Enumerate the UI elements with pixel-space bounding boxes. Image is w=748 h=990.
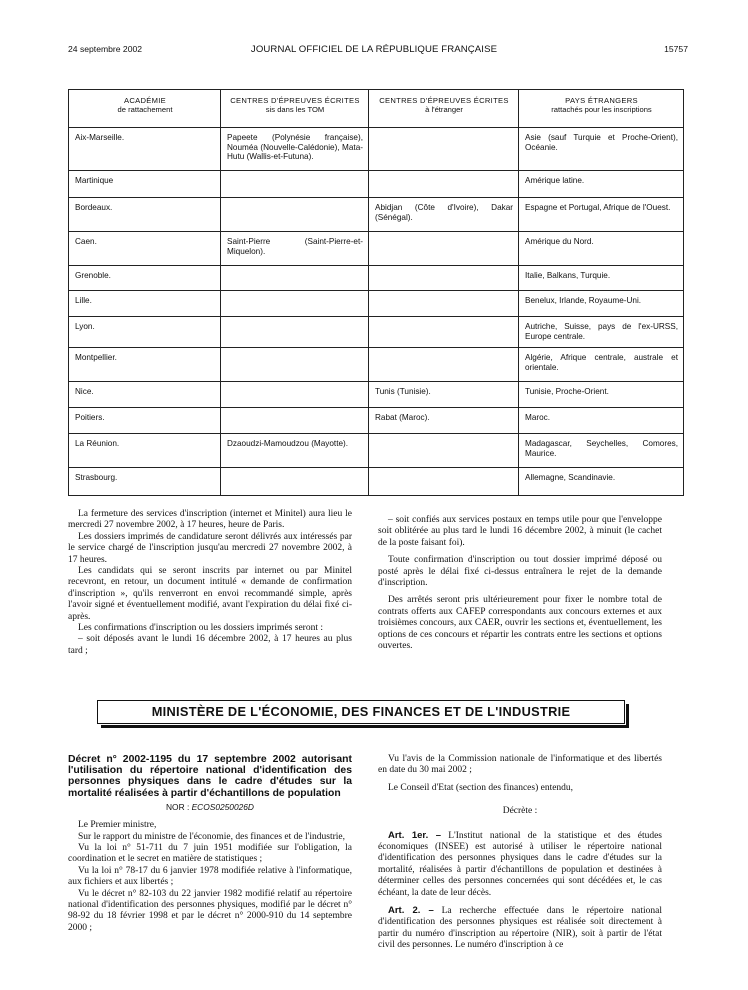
- paragraph: Le Premier ministre,: [78, 820, 157, 831]
- cell-tom: [221, 408, 369, 434]
- cell-tom: [221, 468, 369, 496]
- article-1-label: Art. 1er. –: [388, 829, 442, 841]
- cell-tom: Dzaoudzi-Mamoudzou (Mayotte).: [221, 434, 369, 468]
- cell-academie: Bordeaux.: [69, 198, 221, 232]
- page-number: 15757: [664, 44, 688, 54]
- cell-pays: Amérique du Nord.: [519, 232, 684, 266]
- cell-etranger: [369, 232, 519, 266]
- cell-academie: Lille.: [69, 291, 221, 317]
- table-row: [69, 468, 684, 496]
- cell-etranger: [369, 434, 519, 468]
- cell-pays: Italie, Balkans, Turquie.: [519, 266, 684, 291]
- cell-academie: Montpellier.: [69, 348, 221, 382]
- cell-tom: [221, 291, 369, 317]
- cell-pays: Autriche, Suisse, pays de l'ex-URSS, Europe centrale.: [519, 317, 684, 348]
- paragraph: Les candidats qui se seront inscrits par internet ou par Minitel recevront, en retour, un document intitulé « demande de confirmation d'inscription », qu'ils renverront en envoi recommandé simple, après l'avoir signé et éventuellement modifié, avant l'expiration du délai fixé ci-après.: [68, 566, 352, 622]
- nor-label: NOR :: [166, 801, 190, 812]
- cell-pays: Maroc.: [519, 408, 684, 434]
- paragraph: Les dossiers imprimés de candidature seront délivrés aux intéressés par le service chargé de l'inscription jusqu'au mercredi 27 novembre 2002, à 17 heures.: [68, 531, 352, 565]
- paragraph: Vu la loi n° 51-711 du 7 juin 1951 modifiée sur l'obligation, la coordination et le secret en matière de statistiques ;: [68, 843, 352, 865]
- cell-etranger: Abidjan (Côte d'Ivoire), Dakar (Sénégal).: [369, 198, 519, 232]
- cell-academie: Lyon.: [69, 317, 221, 348]
- table-row: [69, 348, 684, 382]
- decree-right-column: [378, 754, 662, 952]
- cell-etranger: [369, 128, 519, 171]
- cell-etranger: [369, 317, 519, 348]
- paragraph: La fermeture des services d'inscription (internet et Minitel) aura lieu le mercredi 27 novembre 2002, à 17 heures, heure de Paris.: [68, 509, 352, 531]
- nor-reference: [68, 802, 352, 813]
- cell-pays: Asie (sauf Turquie et Proche-Orient), Océanie.: [519, 128, 684, 171]
- right-column-text: [378, 515, 662, 652]
- cell-academie: Grenoble.: [69, 266, 221, 291]
- article-1: [378, 830, 662, 899]
- header-tom: CENTRES D'ÉPREUVES ÉCRITES sis dans les TOM: [221, 90, 369, 128]
- cell-etranger: [369, 468, 519, 496]
- nor-code: ECOS0250026D: [191, 801, 254, 812]
- paragraph: Les confirmations d'inscription ou les dossiers imprimés seront :: [78, 623, 323, 634]
- cell-academie: La Réunion.: [69, 434, 221, 468]
- table-row: [69, 382, 684, 408]
- cell-academie: Caen.: [69, 232, 221, 266]
- decrete-heading: Décrète :: [502, 806, 538, 817]
- paragraph: – soit déposés avant le lundi 16 décembre 2002, à 17 heures au plus tard ;: [68, 634, 352, 656]
- paragraph: Vu le décret n° 82-103 du 22 janvier 1982 modifié relatif au répertoire national d'identification des personnes physiques, modifié par le décret n° 98-92 du 18 février 1998 et par le décret n° 2000-910 du 14 septembre 2000 ;: [68, 888, 352, 933]
- paragraph: Vu la loi n° 78-17 du 6 janvier 1978 modifiée relative à l'informatique, aux fichiers et aux libertés ;: [68, 865, 352, 888]
- paragraph: Toute confirmation d'inscription ou tout dossier imprimé déposé ou posté après le délai fixé ci-dessus entraînera le rejet de la demande d'inscription.: [378, 555, 662, 589]
- table-row: [69, 291, 684, 317]
- header-pays: PAYS ÉTRANGERS rattachés pour les inscriptions: [519, 90, 684, 128]
- cell-etranger: Tunis (Tunisie).: [369, 382, 519, 408]
- article-2-label: Art. 2. –: [388, 905, 434, 917]
- paragraph: Le Conseil d'Etat (section des finances) entendu,: [388, 782, 574, 793]
- ministry-banner: [97, 700, 625, 724]
- header-academie: ACADÉMIE de rattachement: [69, 90, 221, 128]
- decree-title: Décret n° 2002-1195 du 17 septembre 2002 autorisant l'utilisation du répertoire national d'identification des personnes physiques dans le cadre d'études sur la mortalité réalisées à partir d'échantillons de population: [68, 754, 352, 799]
- table-row: [69, 408, 684, 434]
- cell-pays: Espagne et Portugal, Afrique de l'Ouest.: [519, 198, 684, 232]
- cell-etranger: Rabat (Maroc).: [369, 408, 519, 434]
- cell-tom: [221, 317, 369, 348]
- cell-pays: Algérie, Afrique centrale, australe et orientale.: [519, 348, 684, 382]
- cell-tom: [221, 266, 369, 291]
- cell-tom: [221, 198, 369, 232]
- table-row: [69, 128, 684, 171]
- cell-tom: [221, 171, 369, 198]
- article-1-text: L'Institut national de la statistique et des études économiques (INSEE) est autorisé à utiliser le répertoire national d'identification des personnes physiques dans le cadre d'études sur la mortalité, réalisées à partir d'échantillons de population et destinées à déterminer celles des personnes concernées qui sont décédées et, le cas échéant, la date de leur décès.: [378, 830, 663, 898]
- cell-academie: Strasbourg.: [69, 468, 221, 496]
- header-date: 24 septembre 2002: [68, 44, 143, 54]
- cell-pays: Madagascar, Seychelles, Comores, Maurice.: [519, 434, 684, 468]
- cell-etranger: [369, 266, 519, 291]
- table-row: [69, 198, 684, 232]
- cell-tom: [221, 382, 369, 408]
- table-row: [69, 434, 684, 468]
- cell-academie: Poitiers.: [69, 408, 221, 434]
- left-column-text: [68, 509, 352, 657]
- paragraph: Sur le rapport du ministre de l'économie, des finances et de l'industrie,: [78, 831, 345, 842]
- cell-tom: Saint-Pierre (Saint-Pierre-et-Miquelon).: [221, 232, 369, 266]
- cell-academie: Martinique: [69, 171, 221, 198]
- header-etranger: CENTRES D'ÉPREUVES ÉCRITES à l'étranger: [369, 90, 519, 128]
- table-row: [69, 266, 684, 291]
- journal-title: JOURNAL OFFICIEL DE LA RÉPUBLIQUE FRANÇAISE: [250, 44, 498, 55]
- cell-pays: Amérique latine.: [519, 171, 684, 198]
- cell-tom: [221, 348, 369, 382]
- cell-pays: Tunisie, Proche-Orient.: [519, 382, 684, 408]
- table-row: [69, 171, 684, 198]
- cell-etranger: [369, 348, 519, 382]
- article-2-text: La recherche effectuée dans le répertoire national d'identification des personnes physiques est réalisée soit directement à partir du numéro d'inscription au répertoire (NIR), soit à partir de l'état civil des personnes. Le numéro d'inscription à ce: [378, 906, 662, 951]
- exam-centers-table-wrapper: [68, 89, 683, 496]
- paragraph: Des arrêtés seront pris ultérieurement pour fixer le nombre total de contrats offerts aux CAFEP correspondants aux concours externes et aux troisièmes concours, aux CAER, ouvrir les sections et, éventuellement, les options de ces concours et répartir les contrats entre les sections et options ouvertes.: [378, 595, 662, 652]
- cell-academie: Nice.: [69, 382, 221, 408]
- table-row: [69, 232, 684, 266]
- decree-left-column: [68, 754, 352, 934]
- cell-pays: Benelux, Irlande, Royaume-Uni.: [519, 291, 684, 317]
- article-2: [378, 905, 662, 952]
- cell-etranger: [369, 291, 519, 317]
- exam-centers-table: [68, 89, 684, 496]
- paragraph: – soit confiés aux services postaux en temps utile pour que l'enveloppe soit oblitérée au plus tard le lundi 16 décembre 2002, à minuit (le cachet de la poste faisant foi).: [378, 515, 662, 548]
- cell-tom: Papeete (Polynésie française), Nouméa (Nouvelle-Calédonie), Mata-Hutu (Wallis-et-Futuna).: [221, 128, 369, 171]
- table-header-row: [69, 90, 684, 128]
- paragraph: Vu l'avis de la Commission nationale de l'informatique et des libertés en date du 30 mai 2002 ;: [378, 754, 662, 776]
- cell-academie: Aix-Marseille.: [69, 128, 221, 171]
- cell-pays: Allemagne, Scandinavie.: [519, 468, 684, 496]
- cell-etranger: [369, 171, 519, 198]
- table-row: [69, 317, 684, 348]
- ministry-title: MINISTÈRE DE L'ÉCONOMIE, DES FINANCES ET DE L'INDUSTRIE: [151, 704, 571, 719]
